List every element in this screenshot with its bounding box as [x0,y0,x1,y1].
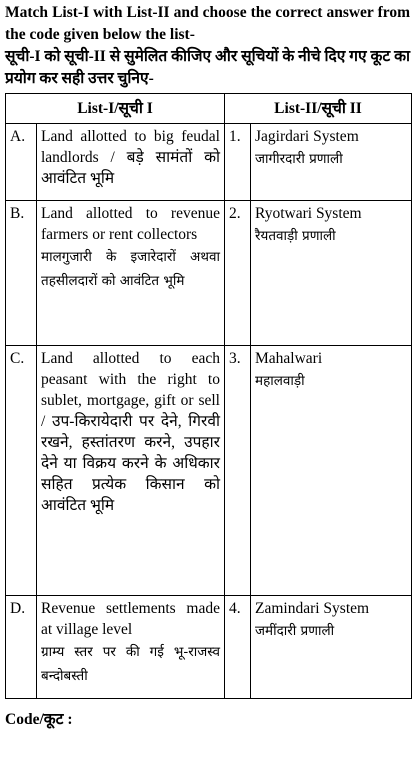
row-number: 3. [225,346,251,596]
list2-item-english: Mahalwari [255,350,323,367]
list1-item-hindi: मालगुजारी के इजारेदारों अथवा तहसीलदारों को आवंटित भूमि [41,249,220,289]
list1-item [37,596,225,699]
table-row [6,596,412,699]
row-letter: B. [6,201,37,346]
match-table [5,93,412,699]
list2-item-hindi: महालवाड़ी [255,373,305,389]
row-letter: C. [6,346,37,596]
code-label: Code/कूट : [5,711,73,728]
list2-item-english: Zamindari System [255,600,370,617]
row-letter: D. [6,596,37,699]
list2-item-english: Jagirdari System [255,128,359,145]
table-header-row [6,94,412,124]
table-row [6,346,412,596]
list2-item-english: Ryotwari System [255,205,362,222]
row-number: 2. [225,201,251,346]
list1-item: Land allotted to each peasant with the right to sublet, mortgage, gift or sell / उप-किरायेदारी पर देने, गिरवी रखने, हस्तांतरण करने, उपहार देने या विक्रय करने के अधिकार सहित प्रत्येक किसान को आवंटित भूमि [37,346,225,596]
row-number: 4. [225,596,251,699]
list2-header: List-II/सूची II [225,94,412,124]
list2-item-hindi: जागीरदारी प्रणाली [255,151,343,167]
row-number: 1. [225,124,251,201]
list2-item-hindi: जमींदारी प्रणाली [255,623,335,639]
list2-item [251,201,412,346]
list2-item [251,124,412,201]
list1-item [37,201,225,346]
list1-item-english: Revenue settlements made at village level [41,600,220,638]
question-text-english: Match List-I with List-II and choose the correct answer from the code given below the list- [5,4,410,43]
list2-item [251,596,412,699]
list1-header: List-I/सूची I [6,94,225,124]
row-letter: A. [6,124,37,201]
list2-item [251,346,412,596]
question-text-hindi: सूची-I को सूची-II से सुमेलित कीजिए और सूचियों के नीचे दिए गए कूट का प्रयोग कर सही उत्तर चुनिए- [5,48,410,87]
table-row [6,201,412,346]
list1-item-hindi: ग्राम्य स्तर पर की गई भू-राजस्व बन्दोबस्ती [41,644,220,684]
list2-item-hindi: रैयतवाड़ी प्रणाली [255,228,336,244]
list1-item: Land allotted to big feudal landlords / बड़े सामंतों को आवंटित भूमि [37,124,225,201]
list1-item-english: Land allotted to revenue farmers or rent collectors [41,205,220,243]
table-row [6,124,412,201]
